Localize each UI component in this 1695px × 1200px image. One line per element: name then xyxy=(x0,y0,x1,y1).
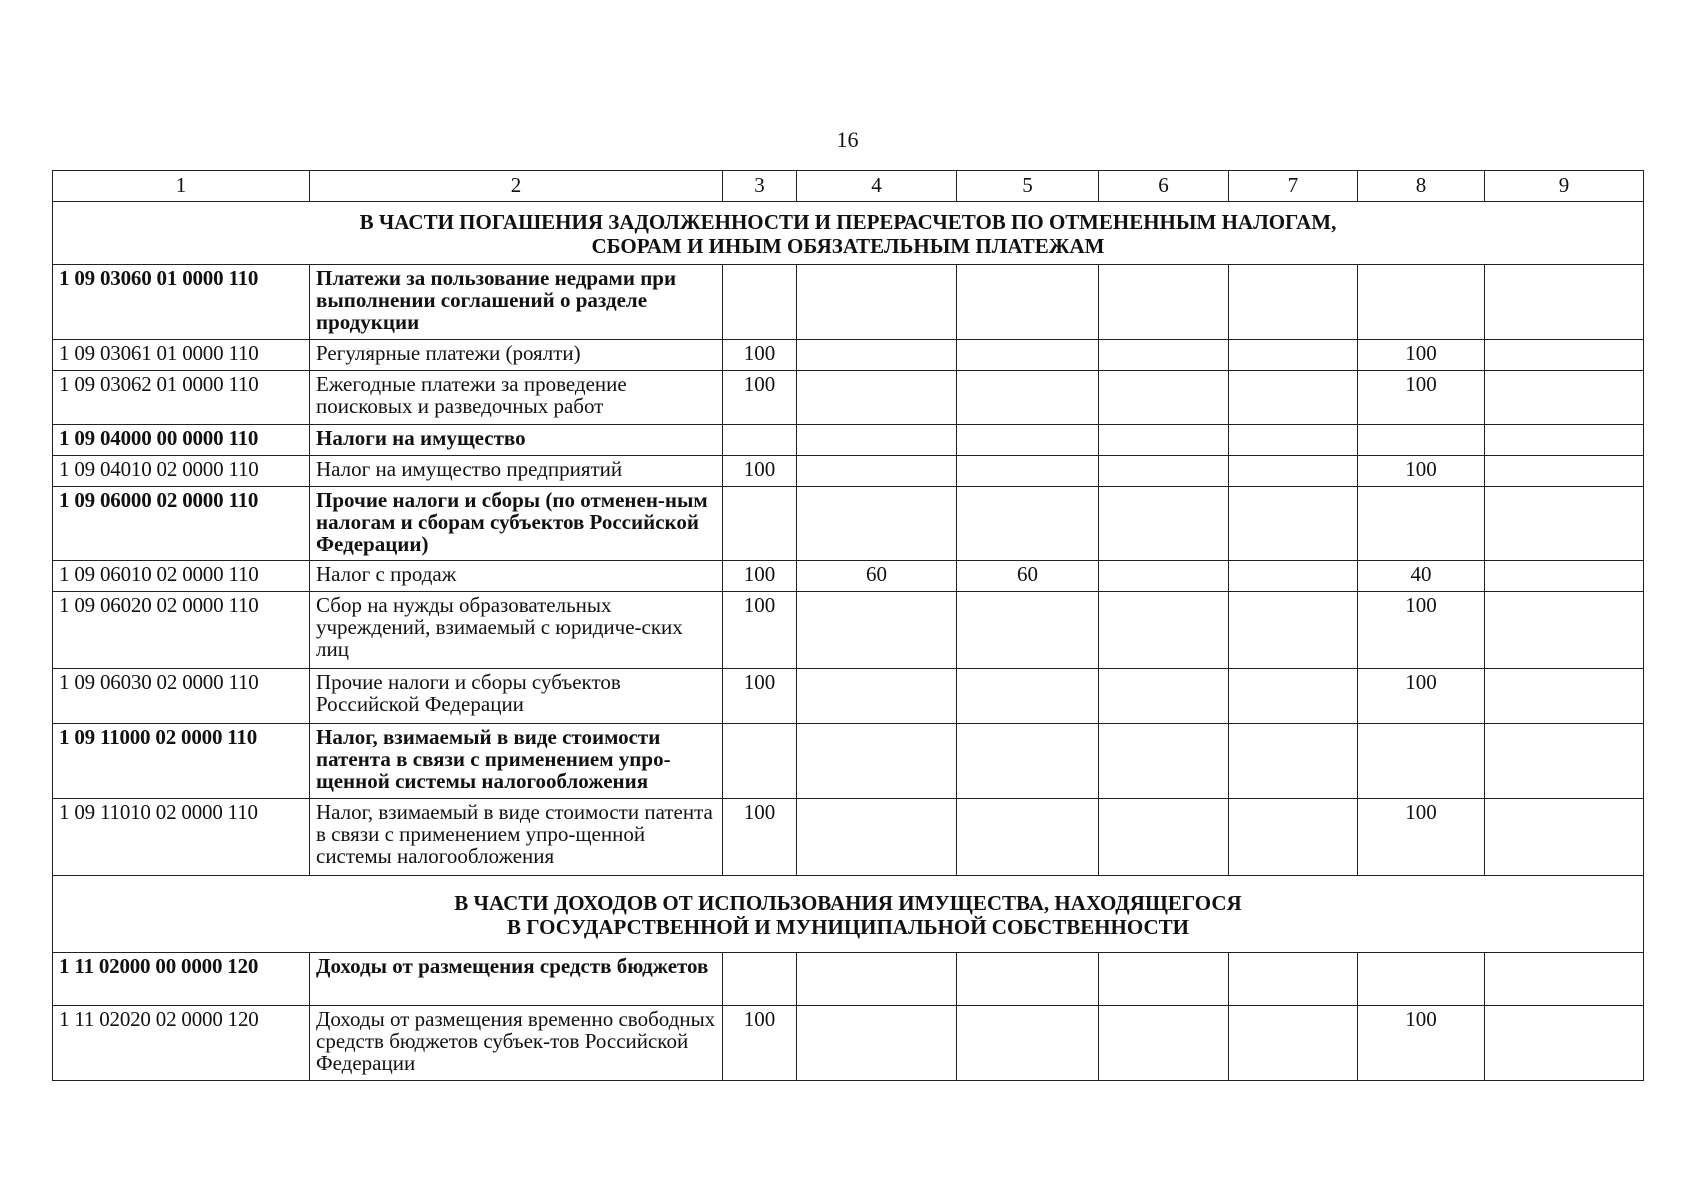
value-cell xyxy=(1485,953,1644,1006)
value-cell xyxy=(797,724,957,799)
column-number: 4 xyxy=(797,171,957,202)
value-cell xyxy=(1229,592,1358,669)
revenue-code: 1 09 06020 02 0000 110 xyxy=(53,592,310,669)
value-cell xyxy=(1099,456,1229,487)
section-title-line: В ЧАСТИ ПОГАШЕНИЯ ЗАДОЛЖЕННОСТИ И ПЕРЕРАСЧЕТОВ ПО ОТМЕНЕННЫМ НАЛОГАМ, xyxy=(359,210,1337,234)
value-cell xyxy=(1229,425,1358,456)
value-cell xyxy=(957,592,1099,669)
value-cell xyxy=(957,371,1099,425)
value-cell xyxy=(723,724,797,799)
value-cell xyxy=(1485,265,1644,340)
section-title-line: В ГОСУДАРСТВЕННОЙ И МУНИЦИПАЛЬНОЙ СОБСТВЕННОСТИ xyxy=(507,915,1189,939)
column-number: 9 xyxy=(1485,171,1644,202)
value-cell xyxy=(957,456,1099,487)
value-cell xyxy=(797,953,957,1006)
value-cell xyxy=(1358,425,1485,456)
revenue-name: Платежи за пользование недрами при выполнении соглашений о разделе продукции xyxy=(310,265,723,340)
column-number: 2 xyxy=(310,171,723,202)
value-cell: 100 xyxy=(1358,371,1485,425)
value-cell xyxy=(1099,561,1229,592)
value-cell xyxy=(1485,799,1644,876)
revenue-name: Регулярные платежи (роялти) xyxy=(310,340,723,371)
value-cell xyxy=(1099,340,1229,371)
revenue-code: 1 09 11010 02 0000 110 xyxy=(53,799,310,876)
value-cell xyxy=(1358,724,1485,799)
value-cell xyxy=(1485,487,1644,561)
value-cell xyxy=(1485,340,1644,371)
table-row xyxy=(53,592,1644,669)
page-number: 16 xyxy=(836,127,859,152)
value-cell xyxy=(1099,1006,1229,1081)
value-cell xyxy=(797,592,957,669)
value-cell: 100 xyxy=(723,1006,797,1081)
value-cell: 100 xyxy=(1358,592,1485,669)
table-row xyxy=(53,265,1644,340)
revenue-name: Налоги на имущество xyxy=(310,425,723,456)
value-cell: 40 xyxy=(1358,561,1485,592)
value-cell: 100 xyxy=(723,799,797,876)
revenue-name: Налог с продаж xyxy=(310,561,723,592)
value-cell xyxy=(1229,265,1358,340)
value-cell xyxy=(1229,1006,1358,1081)
value-cell: 100 xyxy=(723,371,797,425)
revenue-code: 1 09 04000 00 0000 110 xyxy=(53,425,310,456)
column-number-row xyxy=(53,171,1644,202)
value-cell xyxy=(1099,953,1229,1006)
value-cell: 100 xyxy=(1358,456,1485,487)
value-cell xyxy=(1229,456,1358,487)
value-cell xyxy=(1099,724,1229,799)
value-cell: 100 xyxy=(1358,669,1485,724)
value-cell: 100 xyxy=(723,340,797,371)
section-heading xyxy=(53,876,1644,953)
value-cell xyxy=(797,456,957,487)
revenue-name: Прочие налоги и сборы субъектов Российской Федерации xyxy=(310,669,723,724)
value-cell xyxy=(723,487,797,561)
value-cell xyxy=(957,799,1099,876)
column-number: 3 xyxy=(723,171,797,202)
value-cell xyxy=(723,265,797,340)
value-cell xyxy=(1485,456,1644,487)
value-cell xyxy=(1229,669,1358,724)
table-row xyxy=(53,953,1644,1006)
value-cell xyxy=(1099,592,1229,669)
value-cell xyxy=(957,487,1099,561)
revenue-code: 1 09 06010 02 0000 110 xyxy=(53,561,310,592)
revenue-name: Налог, взимаемый в виде стоимости патента в связи с применением упро-щенной системы налогообложения xyxy=(310,799,723,876)
value-cell xyxy=(1485,1006,1644,1081)
section-title-line: СБОРАМ И ИНЫМ ОБЯЗАТЕЛЬНЫМ ПЛАТЕЖАМ xyxy=(591,234,1105,258)
table-row xyxy=(53,340,1644,371)
revenue-name: Доходы от размещения временно свободных средств бюджетов субъек-тов Российской Федерации xyxy=(310,1006,723,1081)
column-number: 7 xyxy=(1229,171,1358,202)
table-row xyxy=(53,425,1644,456)
value-cell xyxy=(1229,799,1358,876)
value-cell xyxy=(1099,265,1229,340)
value-cell xyxy=(1485,371,1644,425)
value-cell xyxy=(957,340,1099,371)
value-cell xyxy=(1358,265,1485,340)
value-cell xyxy=(1485,669,1644,724)
value-cell xyxy=(1229,487,1358,561)
table-row xyxy=(53,669,1644,724)
value-cell xyxy=(797,265,957,340)
value-cell xyxy=(797,799,957,876)
value-cell xyxy=(1358,487,1485,561)
revenue-code: 1 11 02020 02 0000 120 xyxy=(53,1006,310,1081)
table-row xyxy=(53,799,1644,876)
section-title xyxy=(53,876,1644,953)
table-row xyxy=(53,561,1644,592)
revenue-code: 1 09 03062 01 0000 110 xyxy=(53,371,310,425)
value-cell xyxy=(797,425,957,456)
value-cell: 100 xyxy=(1358,340,1485,371)
column-number: 6 xyxy=(1099,171,1229,202)
column-number: 1 xyxy=(53,171,310,202)
revenue-code: 1 11 02000 00 0000 120 xyxy=(53,953,310,1006)
value-cell xyxy=(1485,561,1644,592)
revenue-code: 1 09 03060 01 0000 110 xyxy=(53,265,310,340)
value-cell xyxy=(957,1006,1099,1081)
table-row xyxy=(53,456,1644,487)
revenue-code: 1 09 11000 02 0000 110 xyxy=(53,724,310,799)
revenue-name: Прочие налоги и сборы (по отменен-ным налогам и сборам субъектов Российской Федерации) xyxy=(310,487,723,561)
value-cell xyxy=(1099,487,1229,561)
section-title xyxy=(53,202,1644,265)
revenue-name: Ежегодные платежи за проведение поисковых и разведочных работ xyxy=(310,371,723,425)
value-cell xyxy=(957,953,1099,1006)
section-heading xyxy=(53,202,1644,265)
value-cell xyxy=(1485,592,1644,669)
value-cell xyxy=(797,340,957,371)
value-cell xyxy=(797,1006,957,1081)
value-cell xyxy=(957,724,1099,799)
value-cell xyxy=(1485,724,1644,799)
value-cell: 100 xyxy=(1358,799,1485,876)
value-cell xyxy=(1099,799,1229,876)
column-number: 5 xyxy=(957,171,1099,202)
revenue-name: Доходы от размещения средств бюджетов xyxy=(310,953,723,1006)
value-cell xyxy=(957,265,1099,340)
value-cell xyxy=(797,371,957,425)
value-cell xyxy=(1229,340,1358,371)
value-cell xyxy=(1358,953,1485,1006)
value-cell xyxy=(723,425,797,456)
revenue-name: Налог, взимаемый в виде стоимости патента в связи с применением упро-щенной системы налогообложения xyxy=(310,724,723,799)
revenue-code: 1 09 03061 01 0000 110 xyxy=(53,340,310,371)
revenue-code: 1 09 04010 02 0000 110 xyxy=(53,456,310,487)
value-cell xyxy=(1229,371,1358,425)
revenue-name: Налог на имущество предприятий xyxy=(310,456,723,487)
table-row xyxy=(53,724,1644,799)
value-cell: 100 xyxy=(723,456,797,487)
value-cell xyxy=(1229,953,1358,1006)
value-cell xyxy=(1099,371,1229,425)
table-row xyxy=(53,1006,1644,1081)
budget-norms-table xyxy=(52,170,1644,1081)
value-cell xyxy=(723,953,797,1006)
revenue-code: 1 09 06000 02 0000 110 xyxy=(53,487,310,561)
table-row xyxy=(53,487,1644,561)
value-cell xyxy=(797,487,957,561)
value-cell xyxy=(1229,561,1358,592)
value-cell xyxy=(1099,669,1229,724)
value-cell: 100 xyxy=(723,592,797,669)
value-cell xyxy=(1099,425,1229,456)
section-title-line: В ЧАСТИ ДОХОДОВ ОТ ИСПОЛЬЗОВАНИЯ ИМУЩЕСТВА, НАХОДЯЩЕГОСЯ xyxy=(454,891,1242,915)
column-number: 8 xyxy=(1358,171,1485,202)
value-cell: 60 xyxy=(797,561,957,592)
value-cell: 100 xyxy=(1358,1006,1485,1081)
value-cell: 100 xyxy=(723,561,797,592)
value-cell: 60 xyxy=(957,561,1099,592)
value-cell xyxy=(957,669,1099,724)
value-cell xyxy=(957,425,1099,456)
revenue-code: 1 09 06030 02 0000 110 xyxy=(53,669,310,724)
revenue-name: Сбор на нужды образовательных учреждений, взимаемый с юридиче-ских лиц xyxy=(310,592,723,669)
value-cell xyxy=(1485,425,1644,456)
value-cell: 100 xyxy=(723,669,797,724)
value-cell xyxy=(1229,724,1358,799)
table-row xyxy=(53,371,1644,425)
value-cell xyxy=(797,669,957,724)
